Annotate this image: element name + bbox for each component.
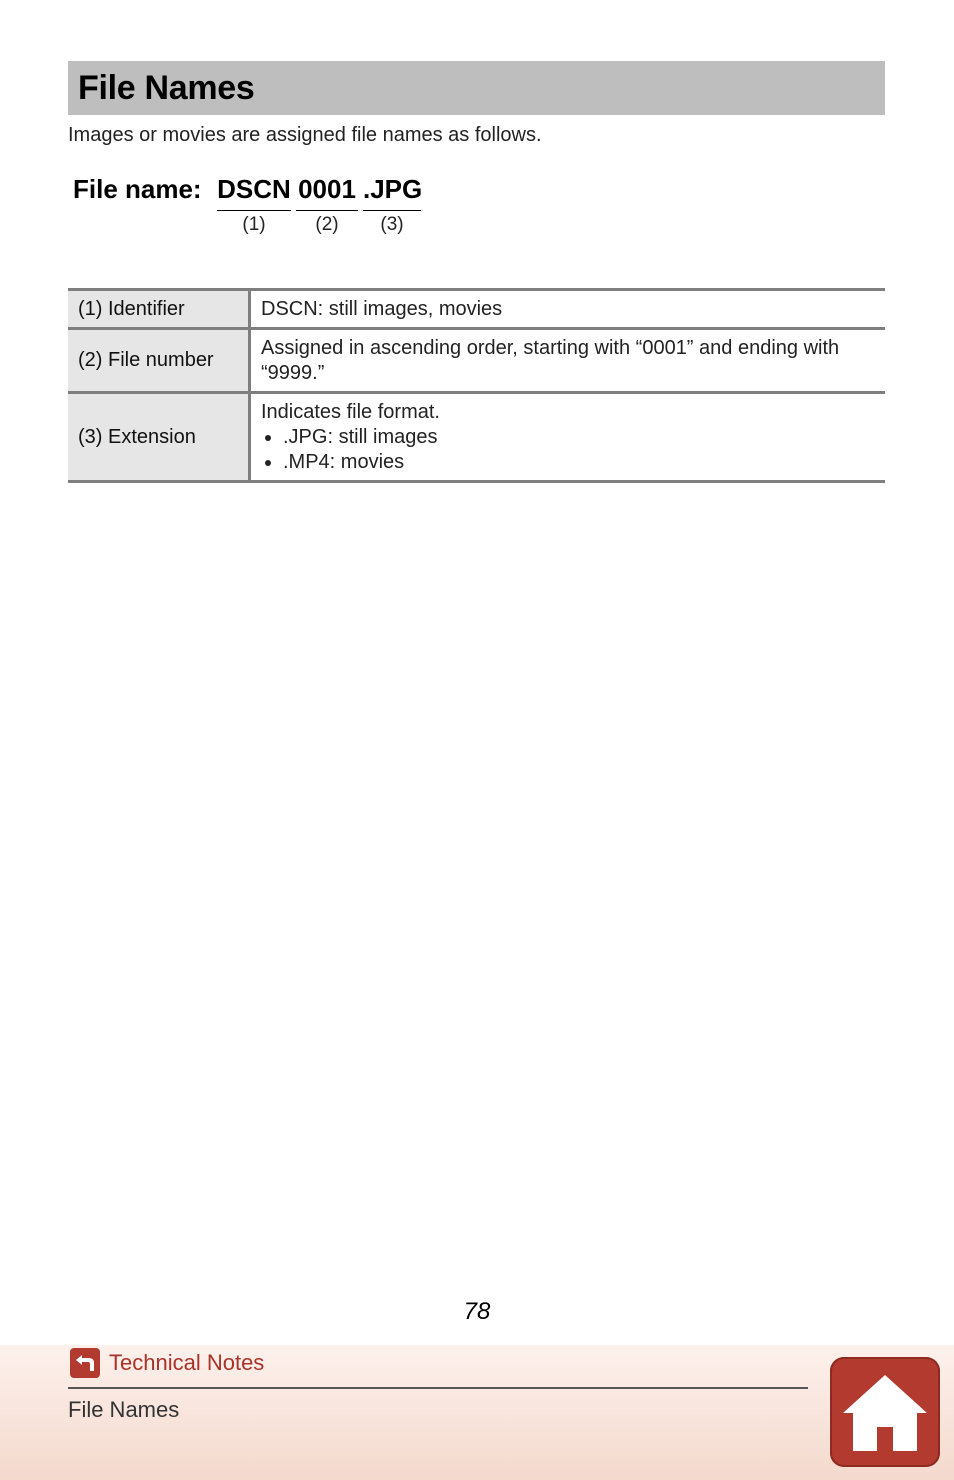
page-title: File Names [78,68,255,107]
row-key: (1) Identifier [68,290,250,329]
back-link-label[interactable]: Technical Notes [109,1350,265,1375]
row-value: Indicates file format. [261,400,440,423]
underline [363,210,421,211]
back-arrow-icon[interactable] [70,1348,100,1378]
table-row [68,329,885,393]
table-row [68,393,885,482]
file-name-table [68,288,885,483]
footer-divider [68,1387,808,1389]
row-key: (2) File number [68,329,250,393]
underline [217,210,291,211]
footer-section-name: File Names [68,1397,180,1422]
home-button[interactable] [830,1357,940,1467]
table-row [68,290,885,329]
home-icon [839,1369,931,1455]
list-item: • .MP4: movies [283,450,875,475]
row-value: Assigned in ascending order, starting with “0001” and ending with “9999.” [250,329,886,393]
part-marker: (3) [380,214,404,235]
file-name-part-number [296,174,358,235]
row-key: (3) Extension [68,393,250,482]
row-value: DSCN: still images, movies [250,290,886,329]
title-bar [68,61,885,115]
part-text: .JPG [363,174,423,204]
part-marker: (2) [315,214,339,235]
part-marker: (1) [242,214,266,235]
underline [296,210,358,211]
footer [0,1345,954,1480]
file-name-part-identifier [217,174,291,235]
page-number: 78 [463,1298,491,1325]
file-name-label: File name: [73,174,202,204]
file-name-diagram [73,172,573,242]
technical-notes-link[interactable] [70,1348,264,1378]
intro-text: Images or movies are assigned file names as follows. [68,124,542,146]
list-item: • .JPG: still images [283,425,875,450]
part-text: 0001 [298,174,356,204]
bullet-list [261,425,875,475]
file-name-part-extension [363,174,423,235]
row-value-cell [250,393,886,482]
part-text: DSCN [217,174,291,204]
